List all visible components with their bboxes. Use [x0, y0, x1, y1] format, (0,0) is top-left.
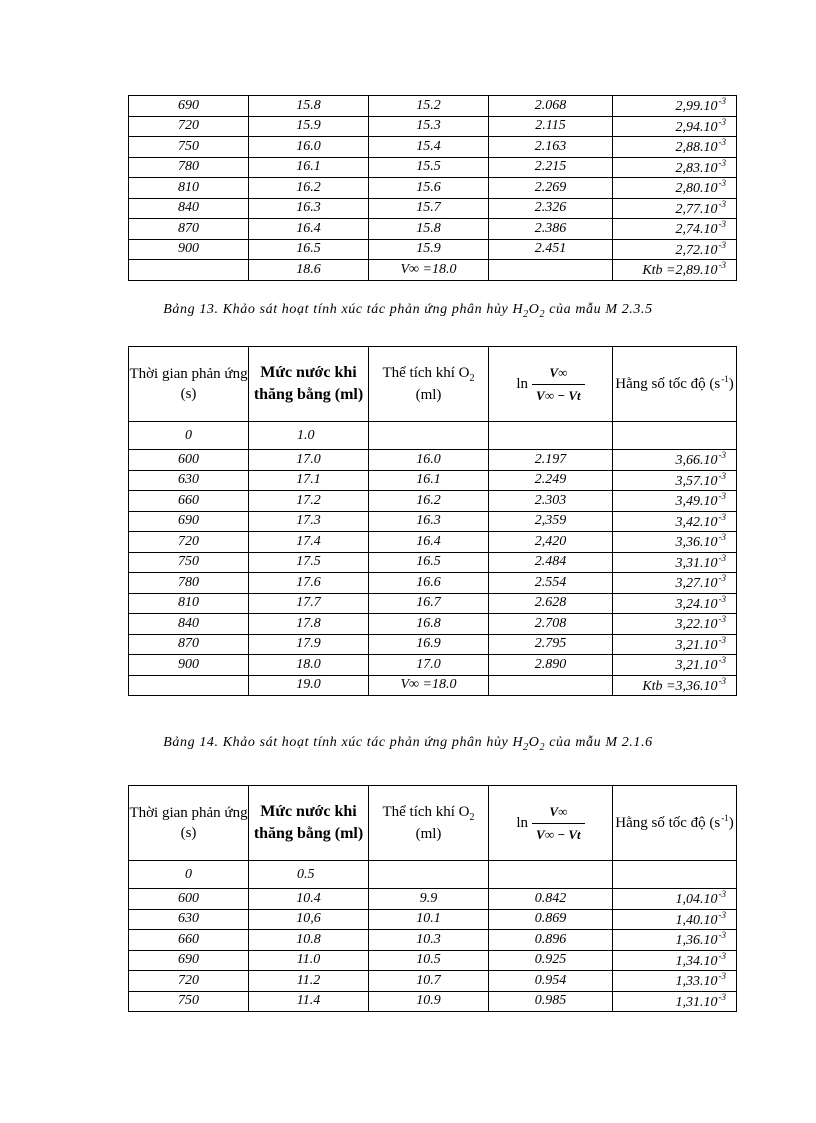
rate-cell: $2,83.10^{-3}$ — [613, 157, 737, 178]
table-12-continuation — [128, 95, 737, 281]
level-cell: 17.2 — [249, 491, 369, 512]
time-cell: 810 — [129, 178, 249, 199]
rate-cell: $2,88.10^{-3}$ — [613, 137, 737, 158]
time-cell: 0 — [129, 422, 249, 450]
table-row — [129, 96, 737, 117]
header-time: Thời gian phản ứng (s) — [129, 786, 249, 861]
time-cell: 870 — [129, 634, 249, 655]
header-ln-ratio — [489, 786, 613, 861]
empty-cell — [129, 260, 249, 281]
table-row — [129, 532, 737, 553]
table-14 — [128, 785, 737, 1012]
volume-cell: 10.3 — [369, 930, 489, 951]
ln-fraction: ln $\frac{V\infty}{V\infty - Vt}$ — [516, 364, 584, 404]
ln-cell: 0.869 — [489, 909, 613, 930]
volume-cell: 10.1 — [369, 909, 489, 930]
table-row — [129, 573, 737, 594]
header-ln-ratio — [489, 347, 613, 422]
time-cell: 600 — [129, 450, 249, 471]
ln-cell: 2.163 — [489, 137, 613, 158]
rate-cell: $3,21.10^{-3}$ — [613, 634, 737, 655]
volume-cell: 16.2 — [369, 491, 489, 512]
empty-cell — [129, 675, 249, 696]
level-cell: 17.9 — [249, 634, 369, 655]
level-cell: 16.4 — [249, 219, 369, 240]
time-cell: 810 — [129, 593, 249, 614]
rate-cell: $3,24.10^{-3}$ — [613, 593, 737, 614]
time-cell: 630 — [129, 909, 249, 930]
empty-cell — [613, 422, 737, 450]
table-row — [129, 655, 737, 676]
ln-cell: 2.451 — [489, 239, 613, 260]
header-water-level: Mức nước khi thăng bằng (ml) — [249, 347, 369, 422]
table-14-zero-row — [129, 861, 737, 889]
volume-cell: 16.9 — [369, 634, 489, 655]
time-cell: 900 — [129, 655, 249, 676]
level-cell: 18.0 — [249, 655, 369, 676]
table-row — [129, 178, 737, 199]
header-rate-constant: Hằng số tốc độ $(s^{-1})$ — [613, 347, 737, 422]
level-cell: 17.3 — [249, 511, 369, 532]
level-cell: 17.6 — [249, 573, 369, 594]
volume-cell: 15.4 — [369, 137, 489, 158]
empty-cell — [489, 422, 613, 450]
header-water-level: Mức nước khi thăng bằng (ml) — [249, 786, 369, 861]
ln-cell: 0.925 — [489, 950, 613, 971]
time-cell: 0 — [129, 861, 249, 889]
volume-cell: 16.7 — [369, 593, 489, 614]
empty-cell — [489, 675, 613, 696]
ln-cell: 2.249 — [489, 470, 613, 491]
table-13 — [128, 346, 737, 696]
table-row — [129, 198, 737, 219]
ln-cell: 2.303 — [489, 491, 613, 512]
ln-cell: 2.068 — [489, 96, 613, 117]
v-infinity-cell: V∞ =18.0 — [369, 675, 489, 696]
rate-cell: $2,94.10^{-3}$ — [613, 116, 737, 137]
rate-cell: $3,21.10^{-3}$ — [613, 655, 737, 676]
level-cell: 11.2 — [249, 971, 369, 992]
rate-cell: $3,22.10^{-3}$ — [613, 614, 737, 635]
time-cell: 720 — [129, 532, 249, 553]
rate-cell: $3,42.10^{-3}$ — [613, 511, 737, 532]
ln-fraction: ln $\frac{V\infty}{V\infty - Vt}$ — [516, 803, 584, 843]
level-cell: 17.1 — [249, 470, 369, 491]
level-cell: 17.0 — [249, 450, 369, 471]
level-cell: 11.0 — [249, 950, 369, 971]
volume-cell: 9.9 — [369, 889, 489, 910]
volume-cell: 10.7 — [369, 971, 489, 992]
level-cell: 16.2 — [249, 178, 369, 199]
empty-cell — [489, 260, 613, 281]
header-time: Thời gian phản ứng (s) — [129, 347, 249, 422]
time-cell: 900 — [129, 239, 249, 260]
rate-cell: $1,34.10^{-3}$ — [613, 950, 737, 971]
table-row — [129, 491, 737, 512]
table-row — [129, 593, 737, 614]
rate-cell: $1,40.10^{-3}$ — [613, 909, 737, 930]
rate-cell: $3,36.10^{-3}$ — [613, 532, 737, 553]
level-cell: 1.0 — [249, 422, 369, 450]
time-cell: 870 — [129, 219, 249, 240]
rate-cell: $2,77.10^{-3}$ — [613, 198, 737, 219]
volume-cell: 16.1 — [369, 470, 489, 491]
rate-cell: $2,99.10^{-3}$ — [613, 96, 737, 117]
volume-cell: 15.5 — [369, 157, 489, 178]
time-cell: 750 — [129, 552, 249, 573]
level-cell: 16.0 — [249, 137, 369, 158]
time-cell: 780 — [129, 573, 249, 594]
table-13-body — [129, 450, 737, 676]
final-level-cell: 18.6 — [249, 260, 369, 281]
empty-cell — [489, 861, 613, 889]
volume-cell: 15.9 — [369, 239, 489, 260]
rate-cell: $2,74.10^{-3}$ — [613, 219, 737, 240]
time-cell: 660 — [129, 930, 249, 951]
table-13-caption: Bảng 13. Khảo sát hoạt tính xúc tác phản ứng phân hủy $H_2O_2$ của mẫu M 2.3.5 — [163, 302, 653, 320]
time-cell: 780 — [129, 157, 249, 178]
empty-cell — [369, 422, 489, 450]
table-14-header — [129, 786, 737, 861]
ln-cell: 0.896 — [489, 930, 613, 951]
level-cell: 10.4 — [249, 889, 369, 910]
time-cell: 750 — [129, 137, 249, 158]
header-rate-constant: Hằng số tốc độ $(s^{-1})$ — [613, 786, 737, 861]
ln-cell: 2.326 — [489, 198, 613, 219]
volume-cell: 16.4 — [369, 532, 489, 553]
table-row — [129, 889, 737, 910]
ln-cell: 2.386 — [489, 219, 613, 240]
ln-cell: 2,420 — [489, 532, 613, 553]
ln-cell: 2.115 — [489, 116, 613, 137]
table-row — [129, 470, 737, 491]
table-row — [129, 991, 737, 1012]
level-cell: 11.4 — [249, 991, 369, 1012]
level-cell: 17.4 — [249, 532, 369, 553]
table-row — [129, 511, 737, 532]
table-row — [129, 450, 737, 471]
time-cell: 690 — [129, 511, 249, 532]
empty-cell — [613, 861, 737, 889]
volume-cell: 15.2 — [369, 96, 489, 117]
ln-cell: 2.795 — [489, 634, 613, 655]
volume-cell: 15.7 — [369, 198, 489, 219]
time-cell: 690 — [129, 950, 249, 971]
volume-cell: 15.6 — [369, 178, 489, 199]
level-cell: 16.5 — [249, 239, 369, 260]
rate-cell: $1,31.10^{-3}$ — [613, 991, 737, 1012]
ln-cell: 2.708 — [489, 614, 613, 635]
ln-cell: 2,359 — [489, 511, 613, 532]
table-row — [129, 552, 737, 573]
level-cell: 16.3 — [249, 198, 369, 219]
rate-cell: $2,80.10^{-3}$ — [613, 178, 737, 199]
final-level-cell: 19.0 — [249, 675, 369, 696]
ln-cell: 0.954 — [489, 971, 613, 992]
time-cell: 720 — [129, 971, 249, 992]
time-cell: 630 — [129, 470, 249, 491]
rate-cell: $3,27.10^{-3}$ — [613, 573, 737, 594]
average-rate-cell: Ktb $=2,89.10^{-3}$ — [613, 260, 737, 281]
rate-cell: $1,04.10^{-3}$ — [613, 889, 737, 910]
table-row — [129, 909, 737, 930]
level-cell: 0.5 — [249, 861, 369, 889]
level-cell: 15.9 — [249, 116, 369, 137]
average-rate-cell: Ktb $=3,36.10^{-3}$ — [613, 675, 737, 696]
table-13-header — [129, 347, 737, 422]
volume-cell: 10.9 — [369, 991, 489, 1012]
time-cell: 660 — [129, 491, 249, 512]
time-cell: 840 — [129, 198, 249, 219]
empty-cell — [369, 861, 489, 889]
table-row — [129, 930, 737, 951]
volume-cell: 15.3 — [369, 116, 489, 137]
level-cell: 15.8 — [249, 96, 369, 117]
ln-cell: 2.628 — [489, 593, 613, 614]
volume-cell: 16.5 — [369, 552, 489, 573]
table-row — [129, 137, 737, 158]
ln-cell: 2.197 — [489, 450, 613, 471]
level-cell: 10,6 — [249, 909, 369, 930]
level-cell: 16.1 — [249, 157, 369, 178]
volume-cell: 16.0 — [369, 450, 489, 471]
table-12-summary-row — [129, 260, 737, 281]
level-cell: 10.8 — [249, 930, 369, 951]
rate-cell: $3,31.10^{-3}$ — [613, 552, 737, 573]
level-cell: 17.7 — [249, 593, 369, 614]
ln-cell: 2.269 — [489, 178, 613, 199]
table-row — [129, 239, 737, 260]
level-cell: 17.5 — [249, 552, 369, 573]
volume-cell: 16.6 — [369, 573, 489, 594]
table-13-summary-row — [129, 675, 737, 696]
ln-cell: 2.215 — [489, 157, 613, 178]
v-infinity-cell: V∞ =18.0 — [369, 260, 489, 281]
table-12-body — [129, 96, 737, 260]
table-row — [129, 219, 737, 240]
volume-cell: 10.5 — [369, 950, 489, 971]
table-row — [129, 614, 737, 635]
table-14-body — [129, 889, 737, 1012]
ln-cell: 2.484 — [489, 552, 613, 573]
header-gas-volume: Thể tích khí $O_2$ (ml) — [369, 347, 489, 422]
volume-cell: 16.8 — [369, 614, 489, 635]
ln-cell: 2.554 — [489, 573, 613, 594]
time-cell: 840 — [129, 614, 249, 635]
rate-cell: $3,66.10^{-3}$ — [613, 450, 737, 471]
table-row — [129, 950, 737, 971]
volume-cell: 15.8 — [369, 219, 489, 240]
table-row — [129, 157, 737, 178]
time-cell: 690 — [129, 96, 249, 117]
header-gas-volume: Thể tích khí $O_2$ (ml) — [369, 786, 489, 861]
ln-cell: 0.985 — [489, 991, 613, 1012]
table-13-zero-row — [129, 422, 737, 450]
rate-cell: $1,33.10^{-3}$ — [613, 971, 737, 992]
time-cell: 600 — [129, 889, 249, 910]
rate-cell: $2,72.10^{-3}$ — [613, 239, 737, 260]
table-row — [129, 116, 737, 137]
rate-cell: $3,49.10^{-3}$ — [613, 491, 737, 512]
volume-cell: 17.0 — [369, 655, 489, 676]
rate-cell: $3,57.10^{-3}$ — [613, 470, 737, 491]
ln-cell: 2.890 — [489, 655, 613, 676]
table-row — [129, 971, 737, 992]
level-cell: 17.8 — [249, 614, 369, 635]
rate-cell: $1,36.10^{-3}$ — [613, 930, 737, 951]
table-14-caption: Bảng 14. Khảo sát hoạt tính xúc tác phản ứng phân hủy $H_2O_2$ của mẫu M 2.1.6 — [163, 735, 653, 753]
time-cell: 720 — [129, 116, 249, 137]
table-row — [129, 634, 737, 655]
volume-cell: 16.3 — [369, 511, 489, 532]
time-cell: 750 — [129, 991, 249, 1012]
ln-cell: 0.842 — [489, 889, 613, 910]
